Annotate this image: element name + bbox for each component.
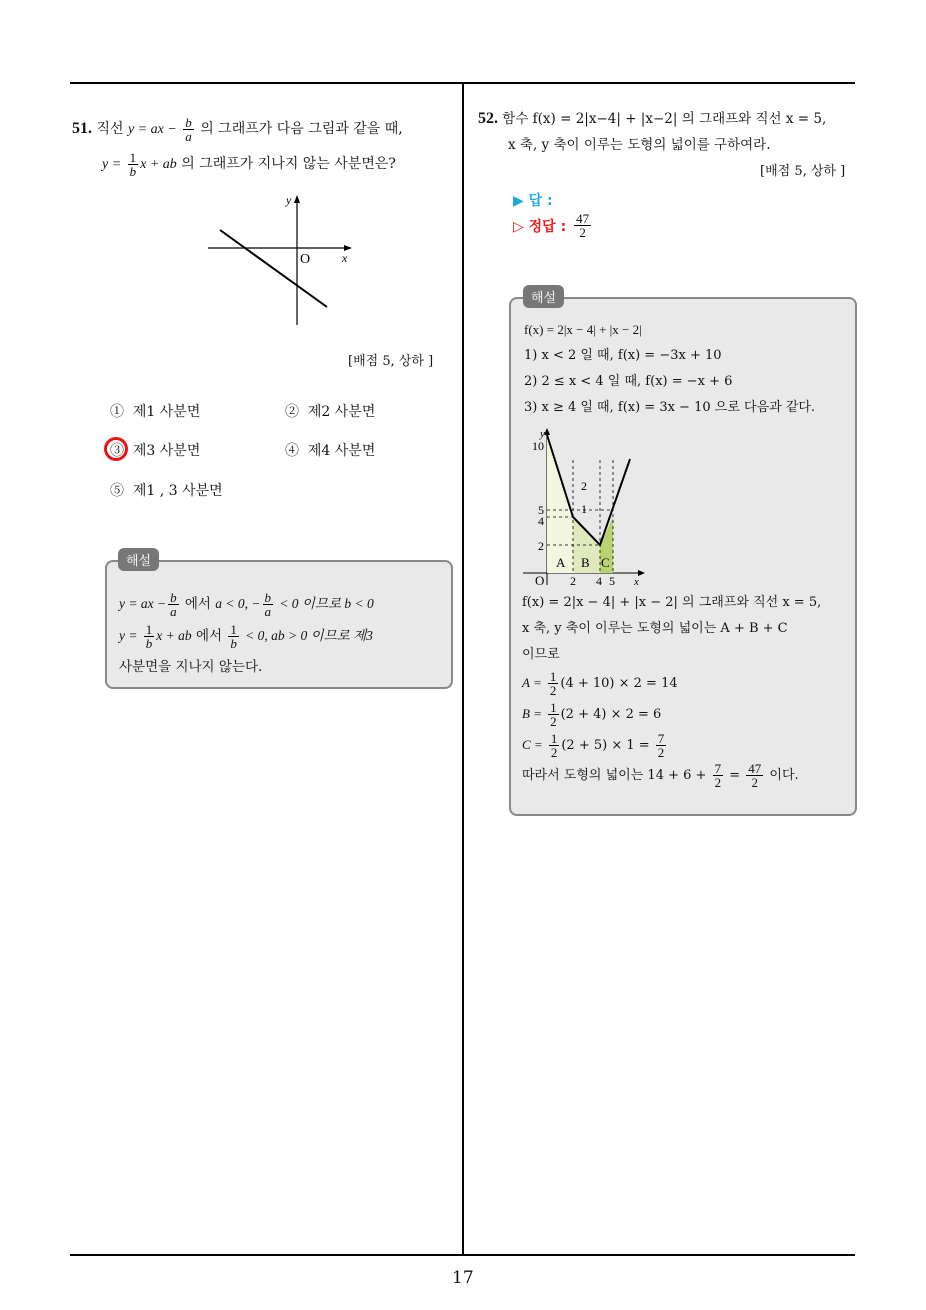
choice-4[interactable] [285,440,375,460]
fraction: $\frac{7}{2}$ [657,731,665,760]
fraction: $\frac{b}{a}$ [170,590,177,619]
question-52 [478,108,860,156]
line-graph-51 [200,192,360,332]
solution-line: y = $\frac{1}{b}$ x + ab 에서 $\frac{1}{b}$ < 0, ab > 0 이므로 제3 [119,622,373,651]
choice-mark: ③ [110,443,124,459]
x-axis-arrow [638,570,645,576]
y-axis-arrow [544,428,550,435]
equation: x + ab [140,157,177,172]
choice-mark: ② [285,404,299,420]
choice-2[interactable] [285,401,375,421]
solution-line-final: 따라서 도형의 넓이는 14 + 6 + $\frac{7}{2}$ = $\frac{47}{2}$ 이다. [522,761,799,790]
choice-text: 제3 사분면 [132,443,201,459]
solution-52-continuation [522,590,852,791]
question-number: 52. [478,110,498,127]
correct-answer-fraction: $\frac{47}{2}$ [576,211,590,240]
choice-5[interactable] [110,480,223,500]
solution-tag: 해설 [118,548,159,571]
region-label-c: C [601,555,610,570]
x-axis-label: x [634,576,639,588]
question-51 [72,112,454,182]
correct-answer-line [513,212,593,239]
rating: [배점 5, 상하 ] [348,354,434,369]
bottom-rule [70,1254,855,1256]
column-divider [462,82,464,1255]
correct-label: ▷ 정답 : [513,218,567,235]
choice-text: 제4 사분면 [307,443,376,459]
region-label-a: A [556,555,566,570]
y-axis-label: y [286,193,292,207]
x-tick-5: 5 [609,574,615,588]
page-number: 17 [452,1268,474,1288]
solution-line: 3) x ≥ 4 일 때, f(x) = 3x − 10 으로 다음과 같다. [524,400,816,415]
solution-line: 이므로 [522,647,560,662]
selected-answer-circle [104,437,128,461]
choice-1[interactable] [110,401,200,421]
question-51-line2 [72,147,454,182]
x-tick-4: 4 [596,574,602,588]
fraction: $\frac{1}{2}$ [549,669,557,698]
solution-box-51 [105,560,453,689]
fraction: $\frac{1}{b}$ [129,149,137,179]
solution-body [119,588,439,683]
solution-line: 2) 2 ≤ x < 4 일 때, f(x) = −x + 6 [524,374,733,389]
text: 직선 [96,121,124,137]
region-label-b: B [581,555,590,570]
fraction: $\frac{1}{b}$ [145,622,153,651]
y-axis-label: y [540,428,545,440]
inner-label-2: 2 [581,479,587,493]
y-tick-5: 5 [538,503,544,517]
fraction: $\frac{b}{a}$ [185,114,192,144]
y-tick-2: 2 [538,539,544,553]
piecewise-graph-52 [520,425,650,590]
text: 의 그래프가 다음 그림과 같을 때, [200,121,403,137]
origin-label: O [300,252,311,267]
fraction: $\frac{1}{b}$ [230,622,237,651]
question-52-line1 [478,108,860,130]
question-52-line2: x 축, y 축이 이루는 도형의 넓이를 구하여라. [508,137,771,153]
solution-body [524,317,854,421]
question-number: 51. [72,120,92,137]
equation: y = [102,157,122,172]
text: 의 그래프가 지나지 않는 사분면은? [181,156,396,172]
x-axis-label: x [342,251,348,265]
fraction: $\frac{47}{2}$ [748,761,762,790]
solution-line-b: B = $\frac{1}{2}$ (2 + 4) × 2 = 6 [522,700,662,729]
solution-line: y = ax − $\frac{b}{a}$ 에서 a < 0, − $\frac{b}{a}$ < 0 이므로 b < 0 [119,590,374,619]
choice-text: 제2 사분면 [307,404,376,420]
fraction: $\frac{b}{a}$ [264,590,272,619]
solution-line-a: A = $\frac{1}{2}$ (4 + 10) × 2 = 14 [522,669,678,698]
choice-mark: ① [110,404,124,420]
solution-line: f(x) = 2|x − 4| + |x − 2| 의 그래프와 직선 x = 5, [522,595,822,610]
solution-line-c: C = $\frac{1}{2}$ (2 + 5) × 1 = $\frac{7}{2}$ [522,731,665,760]
solution-tag: 해설 [523,285,564,308]
solution-line: f(x) = 2|x − 4| + |x − 2| [524,322,642,337]
fraction: $\frac{1}{2}$ [550,731,558,760]
graph-line [220,230,327,307]
choice-mark: ④ [285,443,299,459]
origin-label: O [535,573,545,588]
solution-line: 1) x < 2 일 때, f(x) = −3x + 10 [524,348,722,363]
choice-text: 제1 사분면 [132,404,201,420]
y-tick-10: 10 [532,439,544,453]
fraction: $\frac{7}{2}$ [714,761,722,790]
solution-line: 사분면을 지나지 않는다. [119,659,263,675]
x-tick-2: 2 [570,574,576,588]
rating: [배점 5, 상하 ] [760,164,846,179]
solution-line: x 축, y 축이 이루는 도형의 넓이는 A + B + C [522,621,788,636]
fraction: $\frac{1}{2}$ [550,700,557,729]
choice-mark: ⑤ [110,483,124,499]
inner-label-1: 1 [581,502,587,516]
answer-line: ▶ 답 : [513,193,553,209]
equation: y = ax − [127,122,177,137]
question-51-line1 [72,112,454,147]
y-tick-4: 4 [538,514,544,528]
text: 함수 f(x) = 2|x−4| + |x−2| 의 그래프와 직선 x = 5, [502,111,827,127]
choice-text: 제1 , 3 사분면 [132,483,223,499]
y-axis-arrow [294,195,300,203]
